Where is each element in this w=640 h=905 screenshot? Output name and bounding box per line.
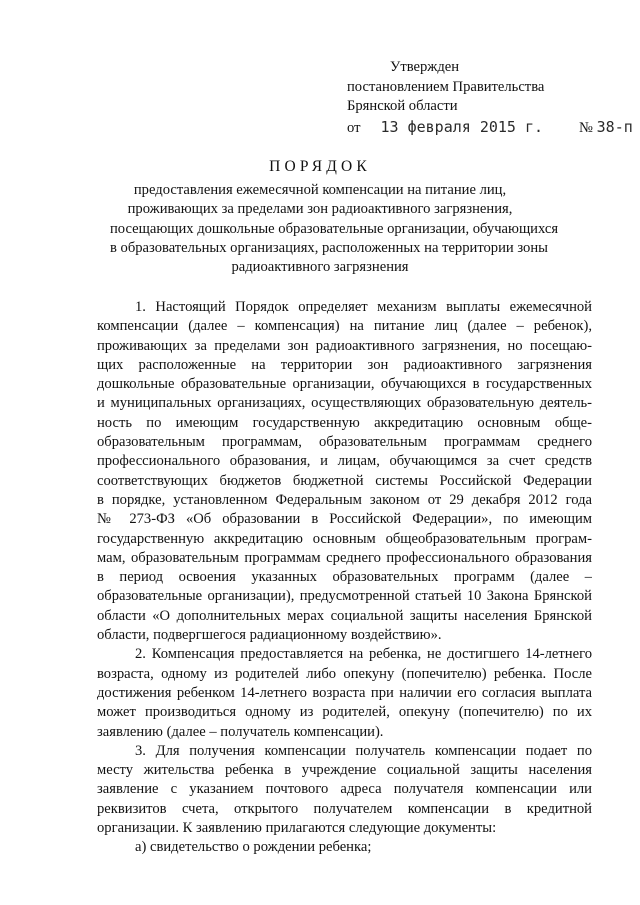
paragraph-1 xyxy=(97,298,592,645)
approval-line-region: Брянской области xyxy=(347,98,458,114)
document-subtitle xyxy=(110,181,559,277)
approval-block xyxy=(347,58,633,138)
list-item-a: а) свидетельство о рождении ребенка; xyxy=(135,839,372,856)
paragraph-line: № 273-ФЗ «Об образовании в Российской Федерации», по имеющим xyxy=(97,511,592,528)
paragraph-line: 3. Для получения компенсации получатель компенсации подает по xyxy=(135,742,592,759)
approval-number: 38-п xyxy=(596,117,633,136)
approval-date: 13 февраля 2015 г. xyxy=(380,117,544,136)
paragraph-line: области, подвергшегося радиационному воздействию». xyxy=(97,627,442,644)
subtitle-line: в образовательных организациях, расположенных на территории зоны xyxy=(110,239,548,256)
document-title: ПОРЯДОК xyxy=(269,158,371,175)
paragraph-line: в период освоения указанных образовательных программ (далее – xyxy=(97,569,592,586)
paragraph-line: месту жительства ребенка в учреждение социальной защиты населения xyxy=(97,762,592,779)
paragraph-line: 1. Настоящий Порядок определяет механизм выплаты ежемесячной xyxy=(135,299,592,315)
document-body xyxy=(97,298,592,858)
paragraph-line: образовательным программам, образовательным программам среднего xyxy=(97,434,592,451)
approval-number-sign: № xyxy=(579,119,593,136)
paragraph-line: достижения ребенком 14-летнего возраста при наличии его согласия выплата xyxy=(97,684,592,701)
paragraph-line: проживающих за пределами зон радиоактивного загрязнения, но посещаю- xyxy=(97,337,592,354)
subtitle-line: посещающих дошкольные образовательные организации, обучающихся xyxy=(110,220,559,237)
paragraph-line: профессионального образования, и лицам, обучающимся за счет средств xyxy=(97,453,592,470)
approval-line-approved: Утвержден xyxy=(390,59,460,75)
approval-line-resolution: постановлением Правительства xyxy=(347,78,545,95)
paragraph-line: и муниципальных организациях, осуществляющих образовательную деятель- xyxy=(97,395,592,412)
paragraph-line: ность по имеющим государственную аккредитацию основным обще- xyxy=(97,414,592,431)
approval-date-line xyxy=(347,118,633,139)
paragraph-line: в порядке, установленном Федеральным законом от 29 декабря 2012 года xyxy=(97,491,592,508)
paragraph-2 xyxy=(97,645,592,741)
paragraph-line: области «О дополнительных мерах социальной защиты населения Брянской xyxy=(97,607,592,624)
subtitle-line: предоставления ежемесячной компенсации на питание лиц, xyxy=(133,182,507,198)
paragraph-line: реквизитов счета, открытого получателем компенсации в кредитной xyxy=(97,800,592,817)
paragraph-line: государственную аккредитацию основным общеобразовательным програм- xyxy=(97,530,592,547)
paragraph-line: организации. К заявлению прилагаются следующие документы: xyxy=(97,820,497,837)
paragraph-line: дошкольные образовательные организации, обучающихся в государственных xyxy=(97,376,592,393)
subtitle-line: радиоактивного загрязнения xyxy=(231,259,409,276)
paragraph-line: возраста, одному из родителей либо опекуну (попечителю) ребенка. После xyxy=(97,665,592,682)
subtitle-line: проживающих за пределами зон радиоактивного загрязнения, xyxy=(127,201,513,218)
paragraph-line: мам, образовательным программам среднего профессионального образования xyxy=(97,549,592,566)
paragraph-line: заявлению (далее – получатель компенсации). xyxy=(97,723,384,740)
paragraph-3 xyxy=(97,742,592,838)
paragraph-line: образовательные организации), предусмотренной статьей 10 Закона Брянской xyxy=(97,588,592,605)
paragraph-line: заявление с указанием почтового адреса получателя компенсации или xyxy=(97,781,592,798)
approval-from-label: от xyxy=(347,119,361,136)
paragraph-line: щих расположенные на территории зон радиоактивного загрязнения xyxy=(97,356,592,373)
paragraph-line: компенсации (далее – компенсация) на питание лиц (далее – ребенок), xyxy=(97,318,592,335)
paragraph-line: может производиться одному из родителей, опекуну (попечителю) по их xyxy=(97,704,592,721)
paragraph-line: 2. Компенсация предоставляется на ребенка, не достигшего 14-летнего xyxy=(135,646,592,663)
paragraph-line: соответствующих бюджетов бюджетной системы Российской Федерации xyxy=(97,472,592,489)
